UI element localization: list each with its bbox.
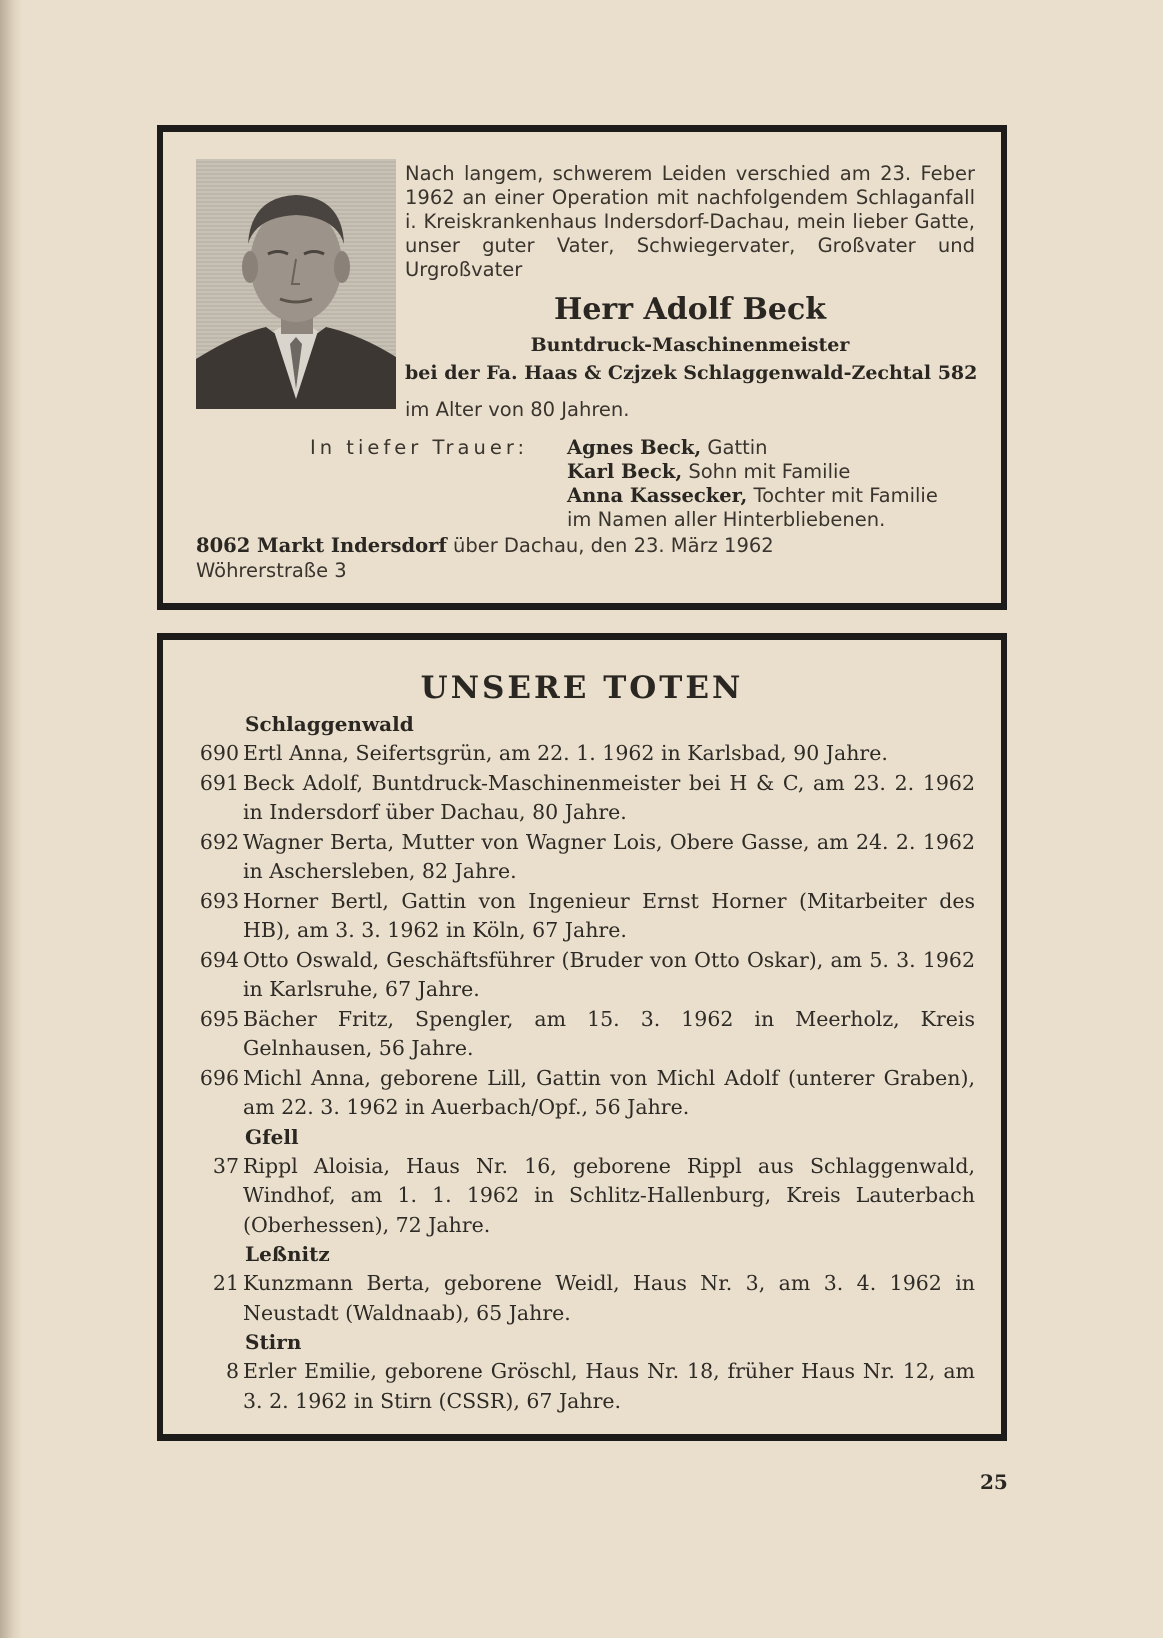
list-item: [185, 739, 975, 769]
list-item: [185, 828, 975, 887]
death-list: [157, 633, 1007, 1441]
entry-text: Erler Emilie, geborene Gröschl, Haus Nr. 18, früher Haus Nr. 12, am 3. 2. 1962 in Stirn (CSSR), 67 Jahre.: [243, 1359, 975, 1413]
mourner: [567, 436, 987, 460]
entry-number: 693: [199, 888, 239, 913]
entry-number: 21: [212, 1271, 239, 1295]
page-number: 25: [980, 1470, 1008, 1494]
obituary-intro: Nach langem, schwerem Leiden verschied am 23. Feber 1962 an einer Operation mit nachfolgendem Schlaganfall i. Kreiskrankenhaus Indersdorf-Dachau, mein lieber Gatte, unser guter Vater, Schwiegervater, Großvater und Urgroßvater: [405, 162, 975, 281]
place-date: über Dachau, den 23. März 1962: [452, 534, 774, 557]
entry-text: Rippl Aloisia, Haus Nr. 16, geborene Rippl aus Schlaggenwald, Windhof, am 1. 1. 1962 in Schlitz-Hallenburg, Kreis Lauterbach (Oberhessen), 72 Jahre.: [243, 1153, 975, 1237]
section-heading: Leßnitz: [245, 1242, 330, 1266]
list-title: UNSERE TOTEN: [420, 670, 744, 706]
page-binding-edge: [0, 0, 22, 1638]
portrait-photo: [196, 159, 396, 409]
entry-number: 37: [212, 1153, 239, 1178]
entry-number: 694: [199, 947, 239, 972]
entry-number: 692: [199, 829, 239, 854]
place-date-line: [196, 534, 774, 557]
street-address: Wöhrerstraße 3: [196, 559, 347, 582]
list-item: [185, 1064, 975, 1123]
section-heading: Schlaggenwald: [245, 712, 414, 736]
entry-text: Horner Bertl, Gattin von Ingenieur Ernst Horner (Mitarbeiter des HB), am 3. 3. 1962 in Köln, 67 Jahre.: [243, 888, 975, 942]
obituary-notice: [157, 125, 1007, 610]
mourner-name: Anna Kassecker,: [567, 484, 748, 507]
mourners-list: [567, 436, 987, 532]
entry-text: Otto Oswald, Geschäftsführer (Bruder von Otto Oskar), am 5. 3. 1962 in Karlsruhe, 67 Jahre.: [243, 947, 975, 1001]
entry-number: 691: [199, 770, 239, 795]
list-item: [185, 1005, 975, 1064]
section-heading: Gfell: [245, 1124, 299, 1149]
mourner: [567, 484, 987, 508]
list-item: [185, 1152, 975, 1241]
entry-number: 695: [199, 1006, 239, 1031]
entry-number: 8: [225, 1359, 239, 1383]
deceased-name: Herr Adolf Beck: [554, 292, 826, 327]
entry-text: Beck Adolf, Buntdruck-Maschinenmeister bei H & C, am 23. 2. 1962 in Indersdorf über Dachau, 80 Jahre.: [243, 770, 975, 824]
deceased-employer: bei der Fa. Haas & Czjzek Schlaggenwald-Zechtal 582: [405, 362, 978, 384]
list-item: [185, 887, 975, 946]
section-heading: Stirn: [245, 1330, 302, 1354]
entry-text: Ertl Anna, Seifertsgrün, am 22. 1. 1962 in Karlsbad, 90 Jahre.: [243, 741, 888, 765]
mourner: [567, 460, 987, 484]
list-item: [185, 1269, 975, 1328]
mourner-relation: Gattin: [707, 436, 768, 459]
deceased-occupation: Buntdruck-Maschinenmeister: [530, 334, 850, 356]
mourner-relation: Sohn mit Familie: [688, 460, 851, 483]
entry-text: Wagner Berta, Mutter von Wagner Lois, Obere Gasse, am 24. 2. 1962 in Aschersleben, 82 Jahre.: [243, 829, 975, 883]
entry-text: Kunzmann Berta, geborene Weidl, Haus Nr. 3, am 3. 4. 1962 in Neustadt (Waldnaab), 65 Jahre.: [243, 1271, 975, 1325]
entry-number: 696: [199, 1065, 239, 1090]
mourner-name: Agnes Beck,: [567, 436, 702, 459]
list-item: [185, 946, 975, 1005]
entry-text: Michl Anna, geborene Lill, Gattin von Michl Adolf (unterer Graben), am 22. 3. 1962 in Auerbach/Opf., 56 Jahre.: [243, 1065, 975, 1119]
list-item: [185, 769, 975, 828]
mourners-note: im Namen aller Hinterbliebenen.: [567, 508, 886, 531]
place-name: 8062 Markt Indersdorf: [196, 534, 447, 557]
death-entries: [185, 710, 975, 1416]
entry-number: 690: [199, 741, 239, 765]
mourner-name: Karl Beck,: [567, 460, 683, 483]
entry-text: Bächer Fritz, Spengler, am 15. 3. 1962 in Meerholz, Kreis Gelnhausen, 56 Jahre.: [243, 1006, 975, 1060]
list-item: [185, 1357, 975, 1416]
mourner-relation: Tochter mit Familie: [753, 484, 938, 507]
deceased-age: im Alter von 80 Jahren.: [405, 398, 630, 421]
mourning-label: In tiefer Trauer:: [310, 436, 529, 459]
